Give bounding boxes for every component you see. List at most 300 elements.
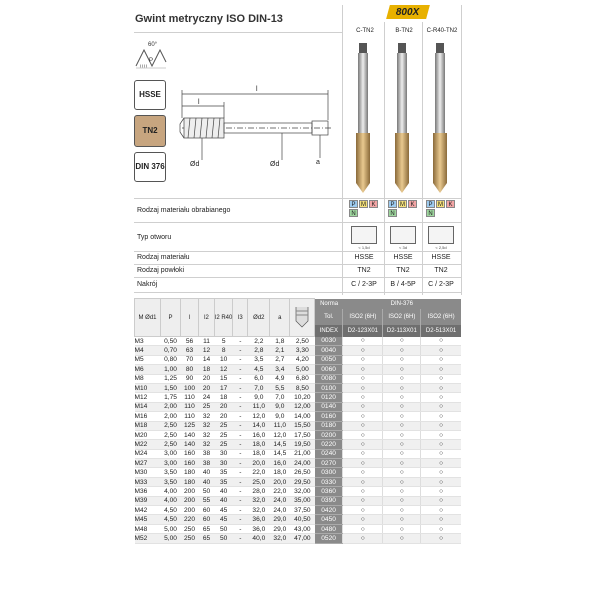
- cell-l3: -: [233, 449, 248, 458]
- cell-l2: 32: [199, 440, 215, 449]
- label-pitch: Nakrój: [137, 281, 158, 288]
- availability-mark: ○: [421, 496, 461, 505]
- availability-mark: ○: [383, 534, 421, 543]
- cell-size: M3: [135, 337, 161, 346]
- cell-pitch: 1,75: [161, 393, 181, 402]
- cell-l2: 60: [199, 515, 215, 524]
- cell-pitch: 2,00: [161, 412, 181, 421]
- tap-b-tn2: [395, 43, 409, 193]
- cell-d2: 16,0: [248, 430, 270, 439]
- cell-pitch: 2,50: [161, 430, 181, 439]
- availability-mark: ○: [343, 430, 383, 439]
- cell-pitch: 4,50: [161, 515, 181, 524]
- availability-mark: ○: [421, 374, 461, 383]
- availability-mark: ○: [343, 534, 383, 543]
- cell-d2: 22,0: [248, 468, 270, 477]
- cell-l3: -: [233, 412, 248, 421]
- cell-pitch: 1,25: [161, 374, 181, 383]
- drill-icon: [290, 299, 315, 337]
- cell-a: 14,5: [270, 440, 290, 449]
- availability-mark: ○: [421, 421, 461, 430]
- table-row: [135, 468, 461, 477]
- cell-d2: 18,0: [248, 440, 270, 449]
- table-row: [135, 383, 461, 392]
- cell-l3: -: [233, 346, 248, 355]
- cell-l2-r40: 50: [215, 524, 233, 533]
- cell-l2-r40: 35: [215, 477, 233, 486]
- cell-size: M16: [135, 412, 161, 421]
- cell-l2-r40: 8: [215, 346, 233, 355]
- table-body: [135, 337, 461, 544]
- cell-drill: 14,00: [290, 412, 315, 421]
- cell-d2: 7,0: [248, 383, 270, 392]
- dim-l2: l: [198, 99, 200, 106]
- cell-size: M30: [135, 468, 161, 477]
- cell-a: 3,4: [270, 365, 290, 374]
- cell-size: M27: [135, 459, 161, 468]
- cell-size: M48: [135, 524, 161, 533]
- availability-mark: ○: [421, 412, 461, 421]
- cell-pitch: 4,50: [161, 506, 181, 515]
- availability-mark: ○: [383, 402, 421, 411]
- thread-profile-icon: [134, 40, 168, 72]
- cell-size: M52: [135, 534, 161, 543]
- availability-mark: ○: [343, 337, 383, 346]
- cell-size: M6: [135, 365, 161, 374]
- tol-label: Tol.: [315, 309, 343, 325]
- availability-mark: ○: [383, 496, 421, 505]
- cell-l2-r40: 5: [215, 337, 233, 346]
- cell-l2-r40: 15: [215, 374, 233, 383]
- cell-l2: 55: [199, 496, 215, 505]
- availability-mark: ○: [343, 402, 383, 411]
- norma-value: DIN-376: [343, 299, 461, 309]
- table-row: [135, 459, 461, 468]
- tol-3: ISO2 (6H): [421, 309, 461, 325]
- cell-drill: 4,20: [290, 355, 315, 364]
- divider: [134, 277, 462, 278]
- tol-1: ISO2 (6H): [343, 309, 383, 325]
- table-row: [135, 487, 461, 496]
- cell-l2: 32: [199, 430, 215, 439]
- cell-d2: 36,0: [248, 524, 270, 533]
- cell-length: 140: [181, 430, 199, 439]
- col-header-l2r40: l2 R40: [215, 299, 233, 337]
- cell-length: 200: [181, 506, 199, 515]
- pitch-2: B / 4-5P: [390, 281, 416, 288]
- cell-drill: 43,00: [290, 524, 315, 533]
- cell-length: 140: [181, 440, 199, 449]
- cell-a: 24,0: [270, 496, 290, 505]
- cell-l2: 60: [199, 506, 215, 515]
- cell-size: M10: [135, 383, 161, 392]
- cell-length: 250: [181, 534, 199, 543]
- cell-d2: 2,8: [248, 346, 270, 355]
- cell-size: M20: [135, 430, 161, 439]
- cell-index-code: 0080: [315, 374, 343, 383]
- brand-logo: [386, 5, 430, 19]
- cell-l2-r40: 12: [215, 365, 233, 374]
- material-1: HSSE: [354, 254, 374, 261]
- cell-pitch: 5,00: [161, 534, 181, 543]
- cell-l3: -: [233, 534, 248, 543]
- availability-mark: ○: [383, 430, 421, 439]
- availability-mark: ○: [343, 383, 383, 392]
- table-row: [135, 365, 461, 374]
- cell-d2: 32,0: [248, 506, 270, 515]
- cell-pitch: 4,00: [161, 487, 181, 496]
- pitch-1: C / 2-3P: [351, 281, 377, 288]
- cell-l2: 12: [199, 346, 215, 355]
- cell-index-code: 0480: [315, 524, 343, 533]
- cell-d2: 6,0: [248, 374, 270, 383]
- cell-l2-r40: 50: [215, 534, 233, 543]
- cell-index-code: 0360: [315, 487, 343, 496]
- cell-l3: -: [233, 515, 248, 524]
- cell-l2: 32: [199, 421, 215, 430]
- cell-l2-r40: 17: [215, 383, 233, 392]
- cell-size: M14: [135, 402, 161, 411]
- cell-pitch: 3,50: [161, 468, 181, 477]
- cell-a: 18,0: [270, 468, 290, 477]
- cell-l2: 20: [199, 374, 215, 383]
- availability-mark: ○: [343, 515, 383, 524]
- dim-l1: l: [256, 86, 258, 93]
- cell-length: 80: [181, 365, 199, 374]
- divider: [134, 198, 462, 199]
- cell-index-code: 0520: [315, 534, 343, 543]
- cell-drill: 24,00: [290, 459, 315, 468]
- availability-mark: ○: [383, 459, 421, 468]
- cell-a: 22,0: [270, 487, 290, 496]
- table-row: [135, 477, 461, 486]
- cell-length: 110: [181, 402, 199, 411]
- cell-l2-r40: 25: [215, 430, 233, 439]
- availability-mark: ○: [343, 459, 383, 468]
- table-row: [135, 440, 461, 449]
- tap-c-tn2: [356, 43, 370, 193]
- cell-l2-r40: 18: [215, 393, 233, 402]
- cell-drill: 21,00: [290, 449, 315, 458]
- cell-size: M24: [135, 449, 161, 458]
- cell-l3: -: [233, 524, 248, 533]
- availability-mark: ○: [421, 468, 461, 477]
- cell-length: 180: [181, 477, 199, 486]
- cell-pitch: 3,50: [161, 477, 181, 486]
- tap-images: [344, 38, 462, 198]
- cell-index-code: 0450: [315, 515, 343, 524]
- cell-l3: -: [233, 477, 248, 486]
- cell-size: M36: [135, 487, 161, 496]
- tap-c-r40-tn2: [433, 43, 447, 193]
- cell-drill: 15,50: [290, 421, 315, 430]
- availability-mark: ○: [421, 524, 461, 533]
- cell-l3: -: [233, 468, 248, 477]
- availability-mark: ○: [383, 468, 421, 477]
- divider: [134, 222, 462, 223]
- cell-drill: 26,50: [290, 468, 315, 477]
- cell-drill: 5,00: [290, 365, 315, 374]
- cell-d2: 14,0: [248, 421, 270, 430]
- hole-type-icon-1: [351, 226, 377, 244]
- cell-length: 160: [181, 449, 199, 458]
- availability-mark: ○: [383, 374, 421, 383]
- cell-l3: -: [233, 402, 248, 411]
- label-material: Rodzaj materiału: [137, 254, 190, 261]
- cell-index-code: 0240: [315, 449, 343, 458]
- cell-d2: 32,0: [248, 496, 270, 505]
- availability-mark: ○: [421, 477, 461, 486]
- label-coating: Rodzaj powłoki: [137, 267, 185, 274]
- cell-l2: 38: [199, 449, 215, 458]
- thread-p: P: [149, 58, 154, 64]
- cell-drill: 19,50: [290, 440, 315, 449]
- cell-drill: 37,50: [290, 506, 315, 515]
- cell-index-code: 0390: [315, 496, 343, 505]
- cell-d2: 36,0: [248, 515, 270, 524]
- cell-length: 250: [181, 524, 199, 533]
- table-row: [135, 346, 461, 355]
- availability-mark: ○: [421, 487, 461, 496]
- availability-mark: ○: [343, 374, 383, 383]
- cell-a: 20,0: [270, 477, 290, 486]
- cell-l2: 24: [199, 393, 215, 402]
- index-2: D2-113X01: [383, 325, 421, 337]
- availability-mark: ○: [343, 487, 383, 496]
- cell-index-code: 0220: [315, 440, 343, 449]
- table-row: [135, 412, 461, 421]
- cell-l3: -: [233, 440, 248, 449]
- cell-a: 16,0: [270, 459, 290, 468]
- table-row: [135, 496, 461, 505]
- table-row: [135, 402, 461, 411]
- cell-l2-r40: 25: [215, 421, 233, 430]
- availability-mark: ○: [421, 459, 461, 468]
- cell-l2: 40: [199, 477, 215, 486]
- label-hole-type: Typ otworu: [137, 234, 172, 241]
- table-row: [135, 449, 461, 458]
- cell-l2: 32: [199, 412, 215, 421]
- cell-index-code: 0330: [315, 477, 343, 486]
- din-badge: DIN 376: [134, 152, 166, 182]
- availability-mark: ○: [343, 421, 383, 430]
- cell-pitch: 5,00: [161, 524, 181, 533]
- cell-a: 9,0: [270, 402, 290, 411]
- cell-l2: 20: [199, 383, 215, 392]
- cell-pitch: 3,00: [161, 459, 181, 468]
- norma-label: Norma: [315, 299, 343, 309]
- col-header-l: l: [181, 299, 199, 337]
- availability-mark: ○: [383, 440, 421, 449]
- availability-mark: ○: [421, 365, 461, 374]
- cell-a: 4,9: [270, 374, 290, 383]
- availability-mark: ○: [383, 524, 421, 533]
- availability-mark: ○: [343, 477, 383, 486]
- availability-mark: ○: [343, 412, 383, 421]
- cell-l2-r40: 40: [215, 487, 233, 496]
- cell-l3: -: [233, 506, 248, 515]
- cell-d2: 40,0: [248, 534, 270, 543]
- cell-index-code: 0030: [315, 337, 343, 346]
- tap-drawing: [172, 80, 337, 180]
- cell-l2-r40: 30: [215, 449, 233, 458]
- availability-mark: ○: [421, 506, 461, 515]
- availability-mark: ○: [343, 346, 383, 355]
- cell-drill: 29,50: [290, 477, 315, 486]
- cell-length: 70: [181, 355, 199, 364]
- cell-l2: 65: [199, 524, 215, 533]
- coating-1: TN2: [357, 267, 371, 274]
- availability-mark: ○: [343, 506, 383, 515]
- cell-d2: 18,0: [248, 449, 270, 458]
- availability-mark: ○: [383, 506, 421, 515]
- table-row: [135, 393, 461, 402]
- availability-mark: ○: [343, 440, 383, 449]
- cell-pitch: 2,00: [161, 402, 181, 411]
- dimension-table: [134, 298, 461, 544]
- index-3: D2-513X01: [421, 325, 461, 337]
- cell-length: 125: [181, 421, 199, 430]
- dim-d2: Ød: [270, 161, 280, 168]
- cell-l2: 25: [199, 402, 215, 411]
- hole-note-1: < 1,5d: [358, 245, 370, 250]
- cell-l3: -: [233, 430, 248, 439]
- cell-pitch: 0,70: [161, 346, 181, 355]
- cell-l3: -: [233, 459, 248, 468]
- label-material-group: Rodzaj materiału obrabianego: [137, 207, 231, 214]
- cell-d2: 25,0: [248, 477, 270, 486]
- cell-a: 2,1: [270, 346, 290, 355]
- availability-mark: ○: [421, 393, 461, 402]
- brand-logo-text: 800X: [396, 6, 420, 18]
- cell-l2: 14: [199, 355, 215, 364]
- material-3: HSSE: [431, 254, 451, 261]
- cell-a: 29,0: [270, 515, 290, 524]
- availability-mark: ○: [343, 449, 383, 458]
- availability-mark: ○: [421, 355, 461, 364]
- tn2-badge: TN2: [134, 115, 166, 147]
- cell-a: 14,5: [270, 449, 290, 458]
- cell-length: 56: [181, 337, 199, 346]
- pitch-3: C / 2-3P: [428, 281, 454, 288]
- cell-a: 1,8: [270, 337, 290, 346]
- availability-mark: ○: [421, 534, 461, 543]
- cell-l2: 38: [199, 459, 215, 468]
- cell-length: 200: [181, 496, 199, 505]
- cell-l2-r40: 30: [215, 459, 233, 468]
- cell-drill: 6,80: [290, 374, 315, 383]
- cell-index-code: 0040: [315, 346, 343, 355]
- cell-pitch: 2,50: [161, 440, 181, 449]
- cell-a: 11,0: [270, 421, 290, 430]
- cell-drill: 47,00: [290, 534, 315, 543]
- tool-col-3: C-R40-TN2: [426, 28, 458, 34]
- cell-drill: 32,00: [290, 487, 315, 496]
- availability-mark: ○: [383, 421, 421, 430]
- cell-a: 12,0: [270, 430, 290, 439]
- cell-a: 29,0: [270, 524, 290, 533]
- cell-l2-r40: 35: [215, 468, 233, 477]
- cell-size: M22: [135, 440, 161, 449]
- availability-mark: ○: [383, 515, 421, 524]
- cell-l2-r40: 10: [215, 355, 233, 364]
- index-label: INDEX: [315, 325, 343, 337]
- table-row: [135, 515, 461, 524]
- cell-length: 200: [181, 487, 199, 496]
- cell-pitch: 4,00: [161, 496, 181, 505]
- material-2: HSSE: [393, 254, 413, 261]
- cell-l2-r40: 45: [215, 515, 233, 524]
- cell-l3: -: [233, 421, 248, 430]
- cell-l2: 65: [199, 534, 215, 543]
- cell-drill: 8,50: [290, 383, 315, 392]
- cell-size: M45: [135, 515, 161, 524]
- cell-pitch: 1,50: [161, 383, 181, 392]
- cell-size: M5: [135, 355, 161, 364]
- tool-col-1: C-TN2: [356, 28, 374, 34]
- cell-l2-r40: 20: [215, 412, 233, 421]
- cell-size: M39: [135, 496, 161, 505]
- availability-mark: ○: [383, 393, 421, 402]
- cell-l3: -: [233, 374, 248, 383]
- cell-l2: 40: [199, 468, 215, 477]
- cell-index-code: 0270: [315, 459, 343, 468]
- col-header-l2: l2: [199, 299, 215, 337]
- cell-size: M33: [135, 477, 161, 486]
- availability-mark: ○: [383, 365, 421, 374]
- cell-index-code: 0100: [315, 383, 343, 392]
- availability-mark: ○: [343, 496, 383, 505]
- col-header-a: a: [270, 299, 290, 337]
- cell-d2: 11,0: [248, 402, 270, 411]
- cell-d2: 2,2: [248, 337, 270, 346]
- cell-l3: -: [233, 496, 248, 505]
- cell-d2: 20,0: [248, 459, 270, 468]
- cell-drill: 35,00: [290, 496, 315, 505]
- cell-l2-r40: 25: [215, 440, 233, 449]
- hsse-badge: HSSE: [134, 80, 166, 110]
- cell-size: M4: [135, 346, 161, 355]
- cell-drill: 2,50: [290, 337, 315, 346]
- cell-length: 110: [181, 412, 199, 421]
- cell-a: 5,5: [270, 383, 290, 392]
- table-row: [135, 421, 461, 430]
- cell-drill: 40,50: [290, 515, 315, 524]
- cell-l3: -: [233, 487, 248, 496]
- availability-mark: ○: [383, 383, 421, 392]
- cell-a: 2,7: [270, 355, 290, 364]
- availability-mark: ○: [343, 524, 383, 533]
- cell-size: M18: [135, 421, 161, 430]
- availability-mark: ○: [343, 468, 383, 477]
- index-1: D2-123X01: [343, 325, 383, 337]
- divider: [134, 264, 462, 265]
- cell-l3: -: [233, 393, 248, 402]
- coating-2: TN2: [396, 267, 410, 274]
- table-row: [135, 430, 461, 439]
- cell-l2-r40: 20: [215, 402, 233, 411]
- cell-a: 7,0: [270, 393, 290, 402]
- cell-index-code: 0140: [315, 402, 343, 411]
- availability-mark: ○: [421, 449, 461, 458]
- thread-angle: 60°: [148, 42, 158, 48]
- cell-drill: 17,50: [290, 430, 315, 439]
- hole-note-2: < 3d: [399, 245, 407, 250]
- cell-d2: 3,5: [248, 355, 270, 364]
- coating-3: TN2: [434, 267, 448, 274]
- availability-mark: ○: [383, 412, 421, 421]
- cell-pitch: 1,00: [161, 365, 181, 374]
